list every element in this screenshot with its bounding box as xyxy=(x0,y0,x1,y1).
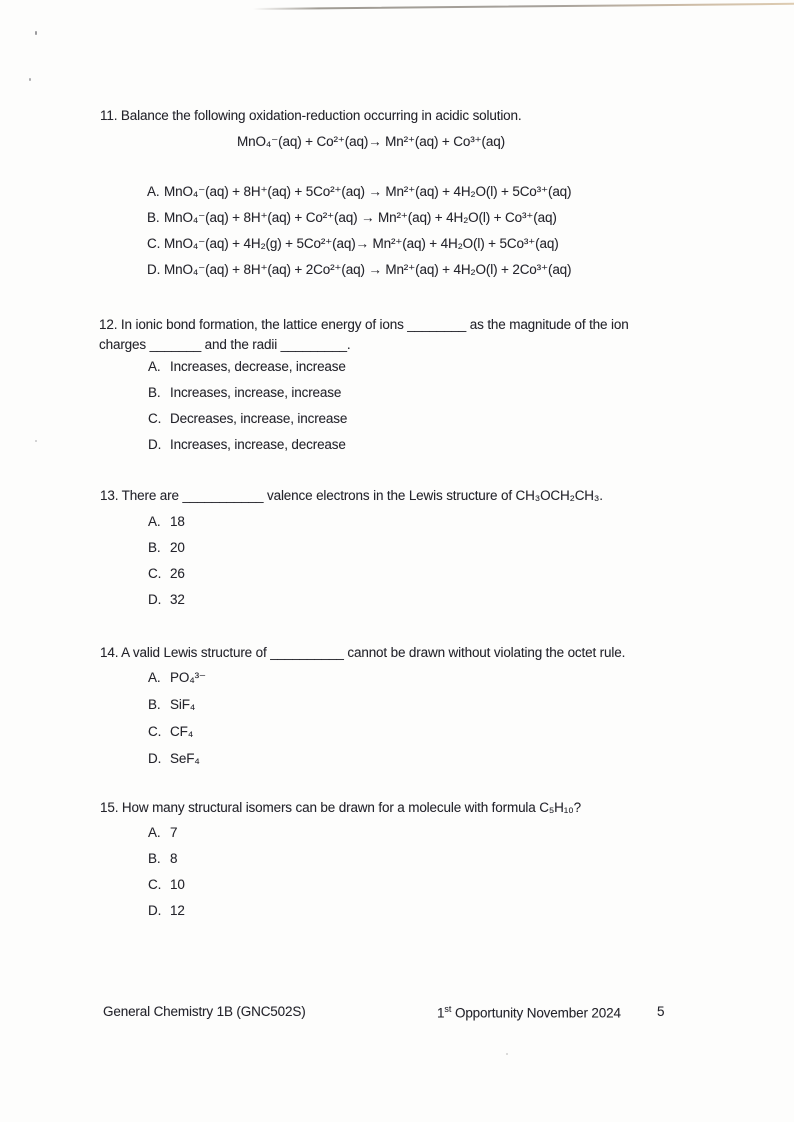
scan-speck xyxy=(29,78,31,81)
question-12-options xyxy=(148,359,347,463)
option-text: Increases, decrease, increase xyxy=(170,359,346,374)
question-15-options xyxy=(148,825,185,929)
option-text: Increases, increase, increase xyxy=(170,385,342,400)
question-12-line2: charges _______ and the radii _________. xyxy=(99,337,351,352)
option-row xyxy=(147,236,571,252)
option-text: 32 xyxy=(170,592,185,607)
option-letter: D. xyxy=(148,751,162,766)
option-row xyxy=(148,877,185,893)
option-letter: B. xyxy=(148,697,161,712)
scan-speck xyxy=(506,1053,508,1055)
option-row xyxy=(148,566,185,582)
option-text: 18 xyxy=(170,514,185,529)
option-row xyxy=(148,385,347,401)
option-row xyxy=(148,670,206,686)
scan-speck xyxy=(35,31,37,35)
footer-opportunity xyxy=(437,1004,621,1021)
question-11-text: 11. Balance the following oxidation-reduction occurring in acidic solution. xyxy=(100,108,522,123)
option-letter: C. xyxy=(148,724,162,739)
option-row xyxy=(148,592,185,608)
option-text: MnO₄⁻(aq) + 8H⁺(aq) + 5Co²⁺(aq) → Mn²⁺(aq) + 4H₂O(l) + 5Co³⁺(aq) xyxy=(164,184,572,199)
option-row xyxy=(148,825,185,841)
option-text: SeF₄ xyxy=(170,751,200,766)
question-15-text: 15. How many structural isomers can be drawn for a molecule with formula C₅H₁₀? xyxy=(100,800,581,815)
option-text: PO₄³⁻ xyxy=(170,670,206,685)
option-row xyxy=(148,903,185,919)
option-letter: B. xyxy=(147,210,160,225)
option-letter: A. xyxy=(148,670,161,685)
option-letter: D. xyxy=(148,903,162,918)
option-row xyxy=(148,724,206,740)
option-letter: C. xyxy=(147,236,161,251)
option-letter: C. xyxy=(148,877,162,892)
option-letter: A. xyxy=(147,184,160,199)
option-row xyxy=(148,359,347,375)
question-14-options xyxy=(148,670,206,778)
option-text: Decreases, increase, increase xyxy=(170,411,348,426)
option-text: Increases, increase, decrease xyxy=(170,437,346,452)
scan-speck xyxy=(35,440,37,442)
option-text: 26 xyxy=(170,566,185,581)
option-row xyxy=(148,437,347,453)
option-letter: D. xyxy=(148,592,162,607)
question-11-equation: MnO₄⁻(aq) + Co²⁺(aq)→ Mn²⁺(aq) + Co³⁺(aq) xyxy=(237,134,505,149)
footer-opportunity-num: 1 xyxy=(437,1005,445,1021)
option-letter: A. xyxy=(148,359,161,374)
option-letter: A. xyxy=(148,514,161,529)
option-letter: C. xyxy=(148,566,162,581)
footer-page-number: 5 xyxy=(657,1004,665,1019)
option-row xyxy=(148,514,185,530)
option-letter: B. xyxy=(148,851,161,866)
option-letter: A. xyxy=(148,825,161,840)
question-12-line1: 12. In ionic bond formation, the lattice energy of ions ________ as the magnitude of the ion xyxy=(99,317,629,332)
option-text: MnO₄⁻(aq) + 8H⁺(aq) + 2Co²⁺(aq) → Mn²⁺(aq) + 4H₂O(l) + 2Co³⁺(aq) xyxy=(164,262,572,277)
option-text: 7 xyxy=(170,825,178,840)
option-text: 12 xyxy=(170,903,185,918)
option-row xyxy=(148,751,206,767)
question-13-text: 13. There are ___________ valence electrons in the Lewis structure of CH₃OCH₂CH₃. xyxy=(100,488,603,503)
option-letter: D. xyxy=(147,262,161,277)
option-letter: B. xyxy=(148,540,161,555)
footer-course: General Chemistry 1B (GNC502S) xyxy=(103,1004,306,1019)
option-text: 20 xyxy=(170,540,185,555)
option-letter: D. xyxy=(148,437,162,452)
question-12-text xyxy=(99,315,629,355)
question-14-text: 14. A valid Lewis structure of __________ cannot be drawn without violating the octet rule. xyxy=(100,645,626,660)
footer-opportunity-ordinal: st xyxy=(444,1004,452,1014)
option-row xyxy=(148,540,185,556)
scan-artifact-line xyxy=(253,3,794,10)
option-text: SiF₄ xyxy=(170,697,196,712)
option-text: MnO₄⁻(aq) + 8H⁺(aq) + Co²⁺(aq) → Mn²⁺(aq) + 4H₂O(l) + Co³⁺(aq) xyxy=(164,210,557,225)
question-11-options xyxy=(147,184,571,288)
option-row xyxy=(148,697,206,713)
footer-opportunity-rest: Opportunity November 2024 xyxy=(451,1005,621,1021)
option-row xyxy=(148,851,185,867)
option-row xyxy=(147,184,571,200)
question-13-options xyxy=(148,514,185,618)
option-text: 8 xyxy=(170,851,178,866)
option-text: MnO₄⁻(aq) + 4H₂(g) + 5Co²⁺(aq)→ Mn²⁺(aq) + 4H₂O(l) + 5Co³⁺(aq) xyxy=(164,236,559,251)
option-row xyxy=(147,262,571,278)
option-letter: B. xyxy=(148,385,161,400)
option-letter: C. xyxy=(148,411,162,426)
option-text: CF₄ xyxy=(170,724,194,739)
option-row xyxy=(148,411,347,427)
option-text: 10 xyxy=(170,877,185,892)
option-row xyxy=(147,210,571,226)
